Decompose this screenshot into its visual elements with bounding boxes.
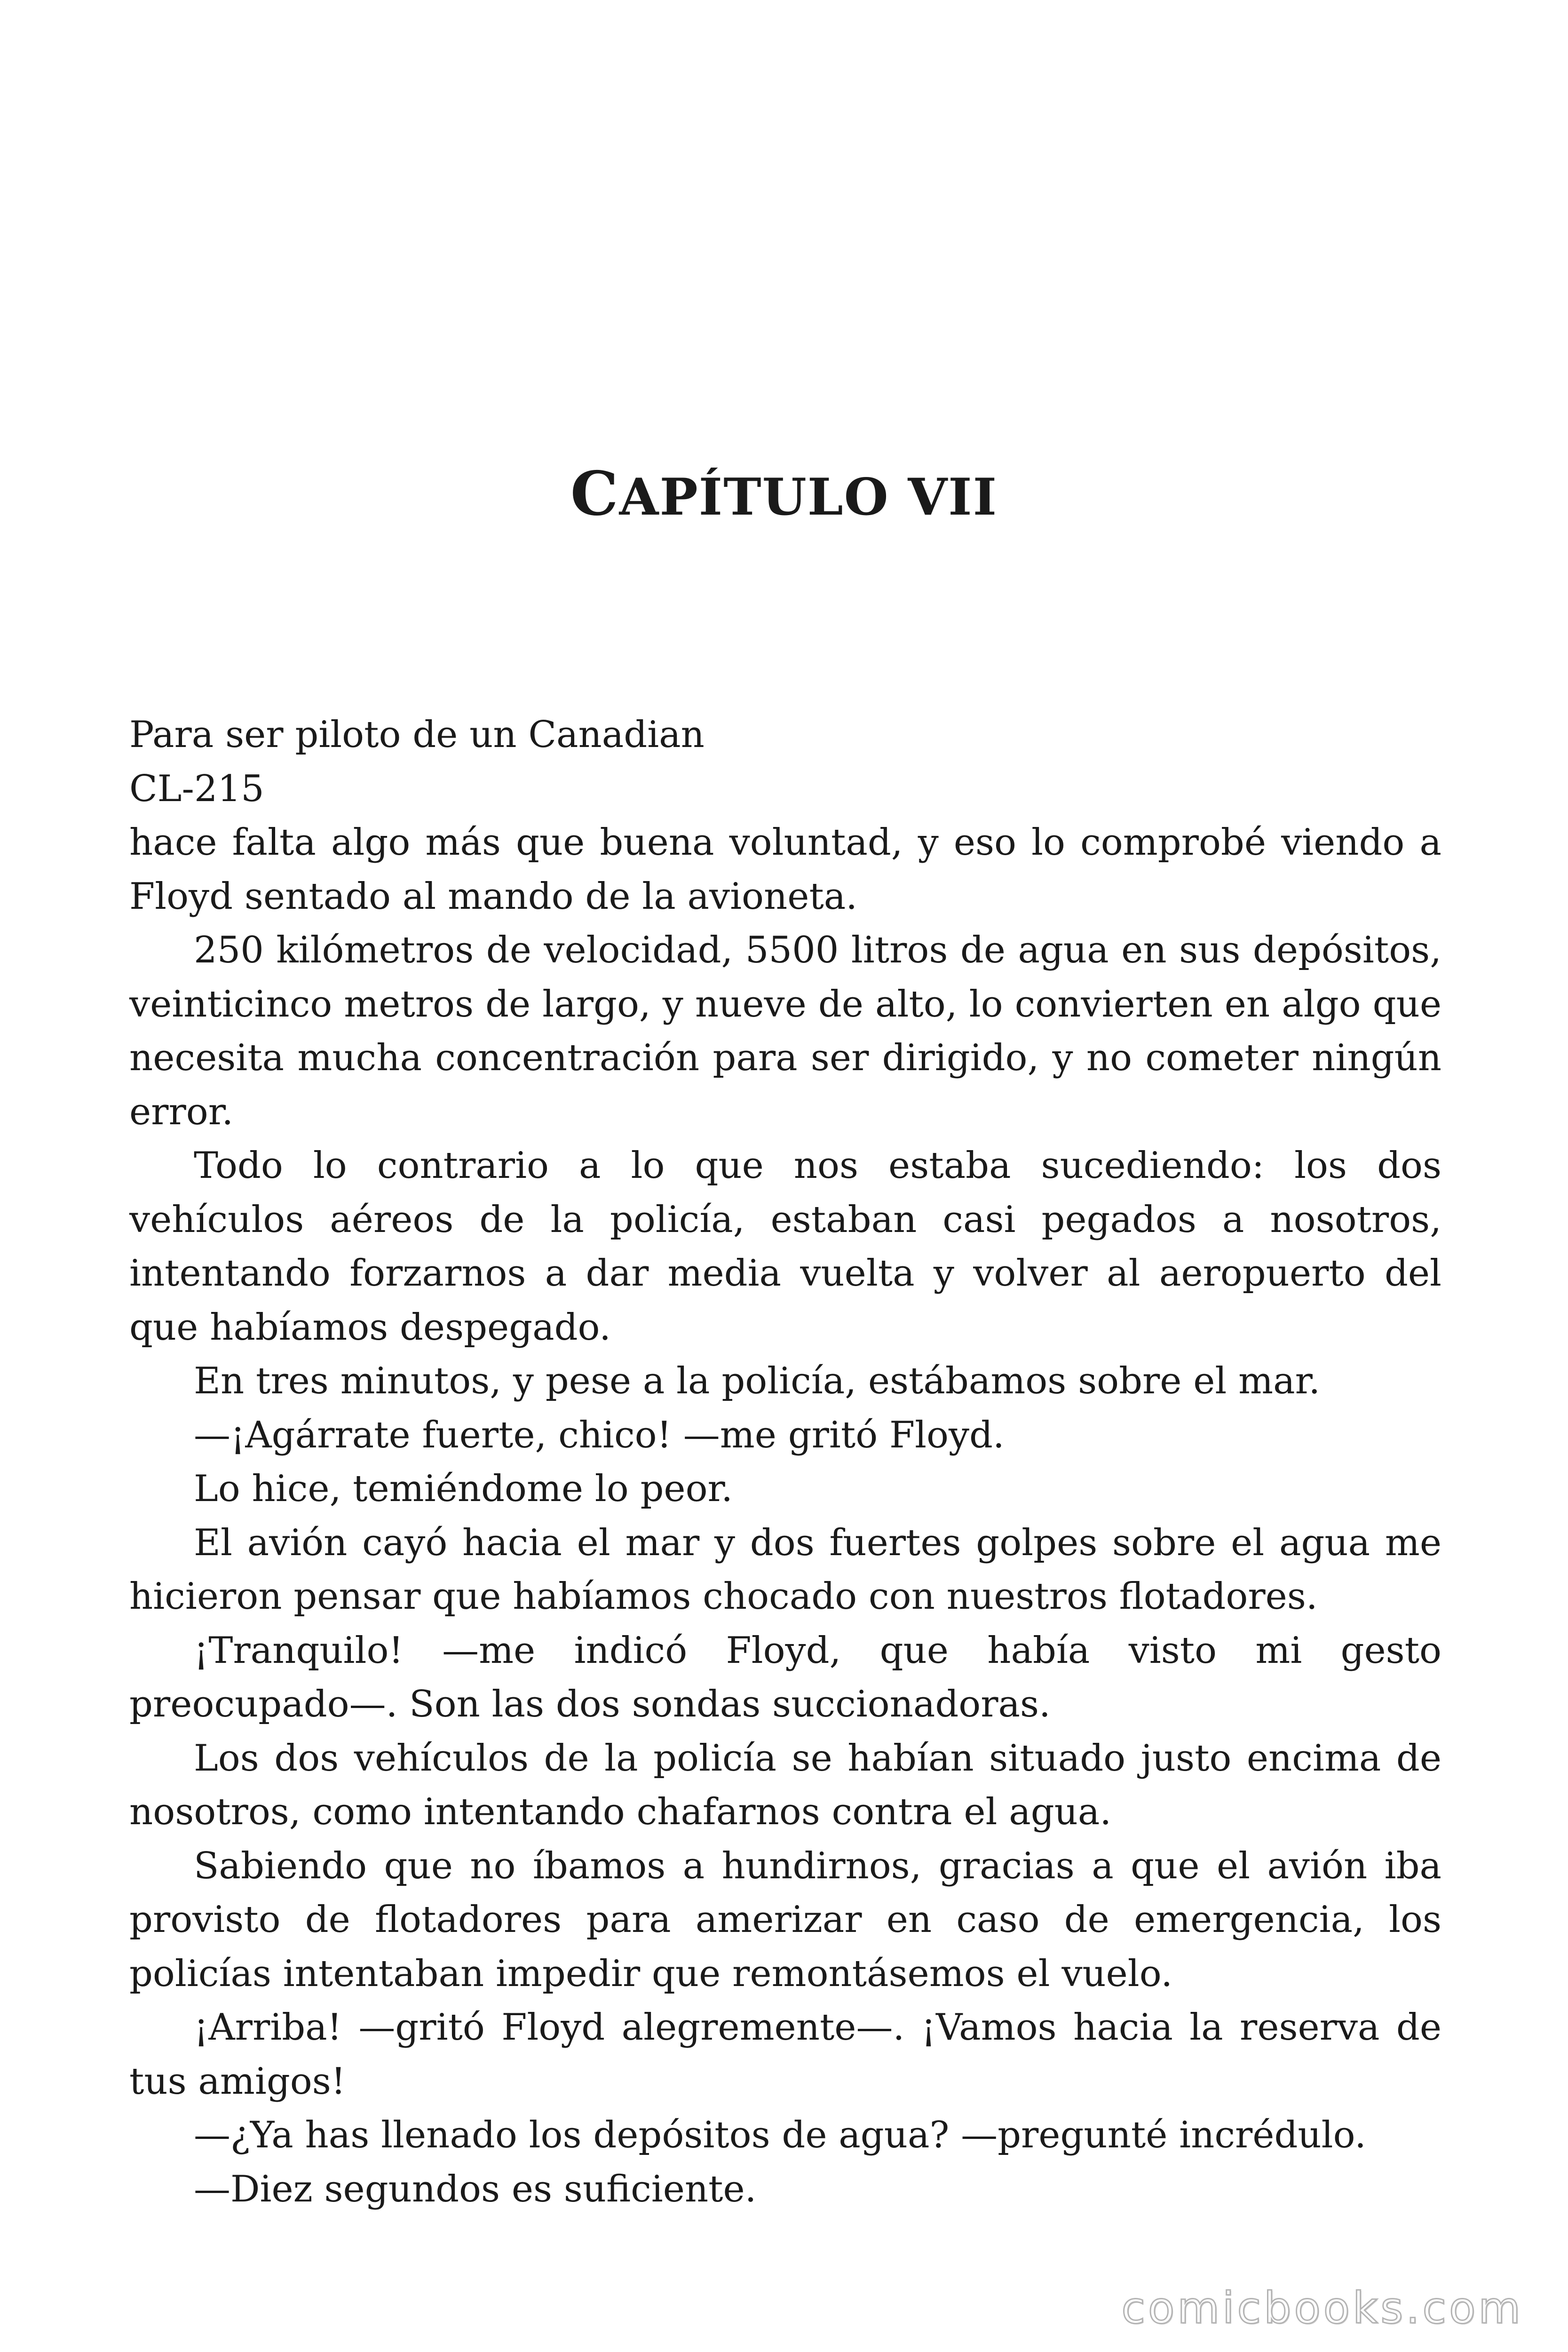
paragraph: Sabiendo que no íbamos a hundirnos, gracias a que el avión iba provisto de flotadores para amerizar en caso de emergencia, los policías intentaban impedir que remontásemos el vuelo. [129,1844,1441,1995]
paragraph: En tres minutos, y pese a la policía, estábamos sobre el mar. [194,1360,1321,1402]
paragraph: ¡Tranquilo! —me indicó Floyd, que había visto mi gesto preocupado—. Son las dos sondas succionadoras. [129,1629,1441,1725]
chapter-title [0,459,1568,529]
paragraph: Los dos vehículos de la policía se habían situado justo encima de nosotros, como intentando chafarnos contra el agua. [129,1737,1441,1833]
paragraph: 250 kilómetros de velocidad, 5500 litros de agua en sus depósitos, veinticinco metros de largo, y nueve de alto, lo convierten en algo que necesita mucha concentración para ser dirigido, y no cometer ningún error. [129,929,1441,1133]
paragraph: Lo hice, temiéndome lo peor. [194,1468,733,1510]
paragraph: ¡Arriba! —gritó Floyd alegremente—. ¡Vamos hacia la reserva de tus amigos! [129,2006,1441,2103]
paragraph: hace falta algo más que buena voluntad, y eso lo comprobé viendo a Floyd sentado al mando de la avioneta. [129,821,1441,918]
watermark-logo: comicbooks.com [1121,2283,1523,2333]
paragraph: —Diez segundos es suficiente. [194,2168,757,2210]
chapter-title-initial: C [570,459,619,529]
chapter-body [129,708,1441,2216]
chapter-title-rest: APÍTULO VII [619,468,998,527]
paragraph: El avión cayó hacia el mar y dos fuertes golpes sobre el agua me hicieron pensar que habíamos chocado con nuestros flotadores. [129,1521,1441,1618]
paragraph: —¿Ya has llenado los depósitos de agua? —pregunté incrédulo. [194,2114,1366,2156]
paragraph: CL-215 [129,767,264,810]
paragraph: Para ser piloto de un Canadian [129,714,705,756]
paragraph: —¡Agárrate fuerte, chico! —me gritó Floyd. [194,1414,1005,1456]
paragraph: Todo lo contrario a lo que nos estaba sucediendo: los dos vehículos aéreos de la policía, estaban casi pegados a nosotros, intentando forzarnos a dar media vuelta y volver al aeropuerto del que habíamos despegado. [129,1144,1441,1349]
